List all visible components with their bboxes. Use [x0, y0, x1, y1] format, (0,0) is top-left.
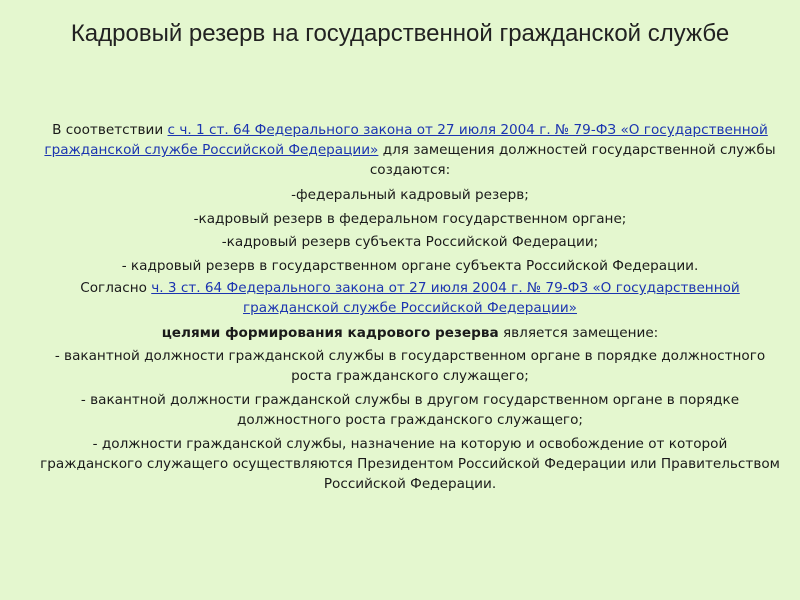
- reserve-item-federal-organ: -кадровый резерв в федеральном государственном органе;: [193, 210, 627, 227]
- intro-prefix: В соответствии: [52, 122, 168, 138]
- reserve-item-subject-organ: - кадровый резерв в государственном органе субъекта Российской Федерации.: [121, 257, 699, 274]
- second-paragraph: [40, 278, 780, 318]
- slide-title: Кадровый резерв на государственной гражданской службе: [70, 20, 730, 47]
- reserve-item-subject: -кадровый резерв субъекта Российской Федерации;: [221, 234, 599, 250]
- goals-rest: является замещение:: [498, 325, 659, 341]
- goals-bold: целями формирования кадрового резерва: [161, 325, 499, 341]
- goal-item-other-organ: - вакантной должности гражданской службы в другом государственном органе в порядке должностного роста гражданского служащего;: [80, 391, 740, 428]
- slide-body: [40, 120, 780, 498]
- law-link-part-3[interactable]: ч. 3 ст. 64 Федерального закона от 27 июля 2004 г. № 79-ФЗ «О государственной гражданской службе Российской Федерации»: [151, 280, 740, 316]
- goal-item-president: - должности гражданской службы, назначение на которую и освобождение от которой гражданского служащего осуществляются Президентом Российской Федерации или Правительством Российской Федерации.: [40, 435, 780, 492]
- intro-suffix: для замещения должностей государственной службы создаются:: [369, 142, 776, 178]
- second-prefix: Согласно: [80, 280, 152, 296]
- goal-item-same-organ: - вакантной должности гражданской службы в государственном органе в порядке должностного роста гражданского служащего;: [54, 347, 766, 384]
- law-link-part-1[interactable]: с ч. 1 ст. 64 Федерального закона от 27 июля 2004 г. № 79-ФЗ «О государственной гражданской службе Российской Федерации»: [44, 122, 768, 158]
- goals-heading: [40, 322, 780, 346]
- intro-paragraph: [40, 120, 780, 180]
- reserve-item-federal: -федеральный кадровый резерв;: [291, 187, 529, 203]
